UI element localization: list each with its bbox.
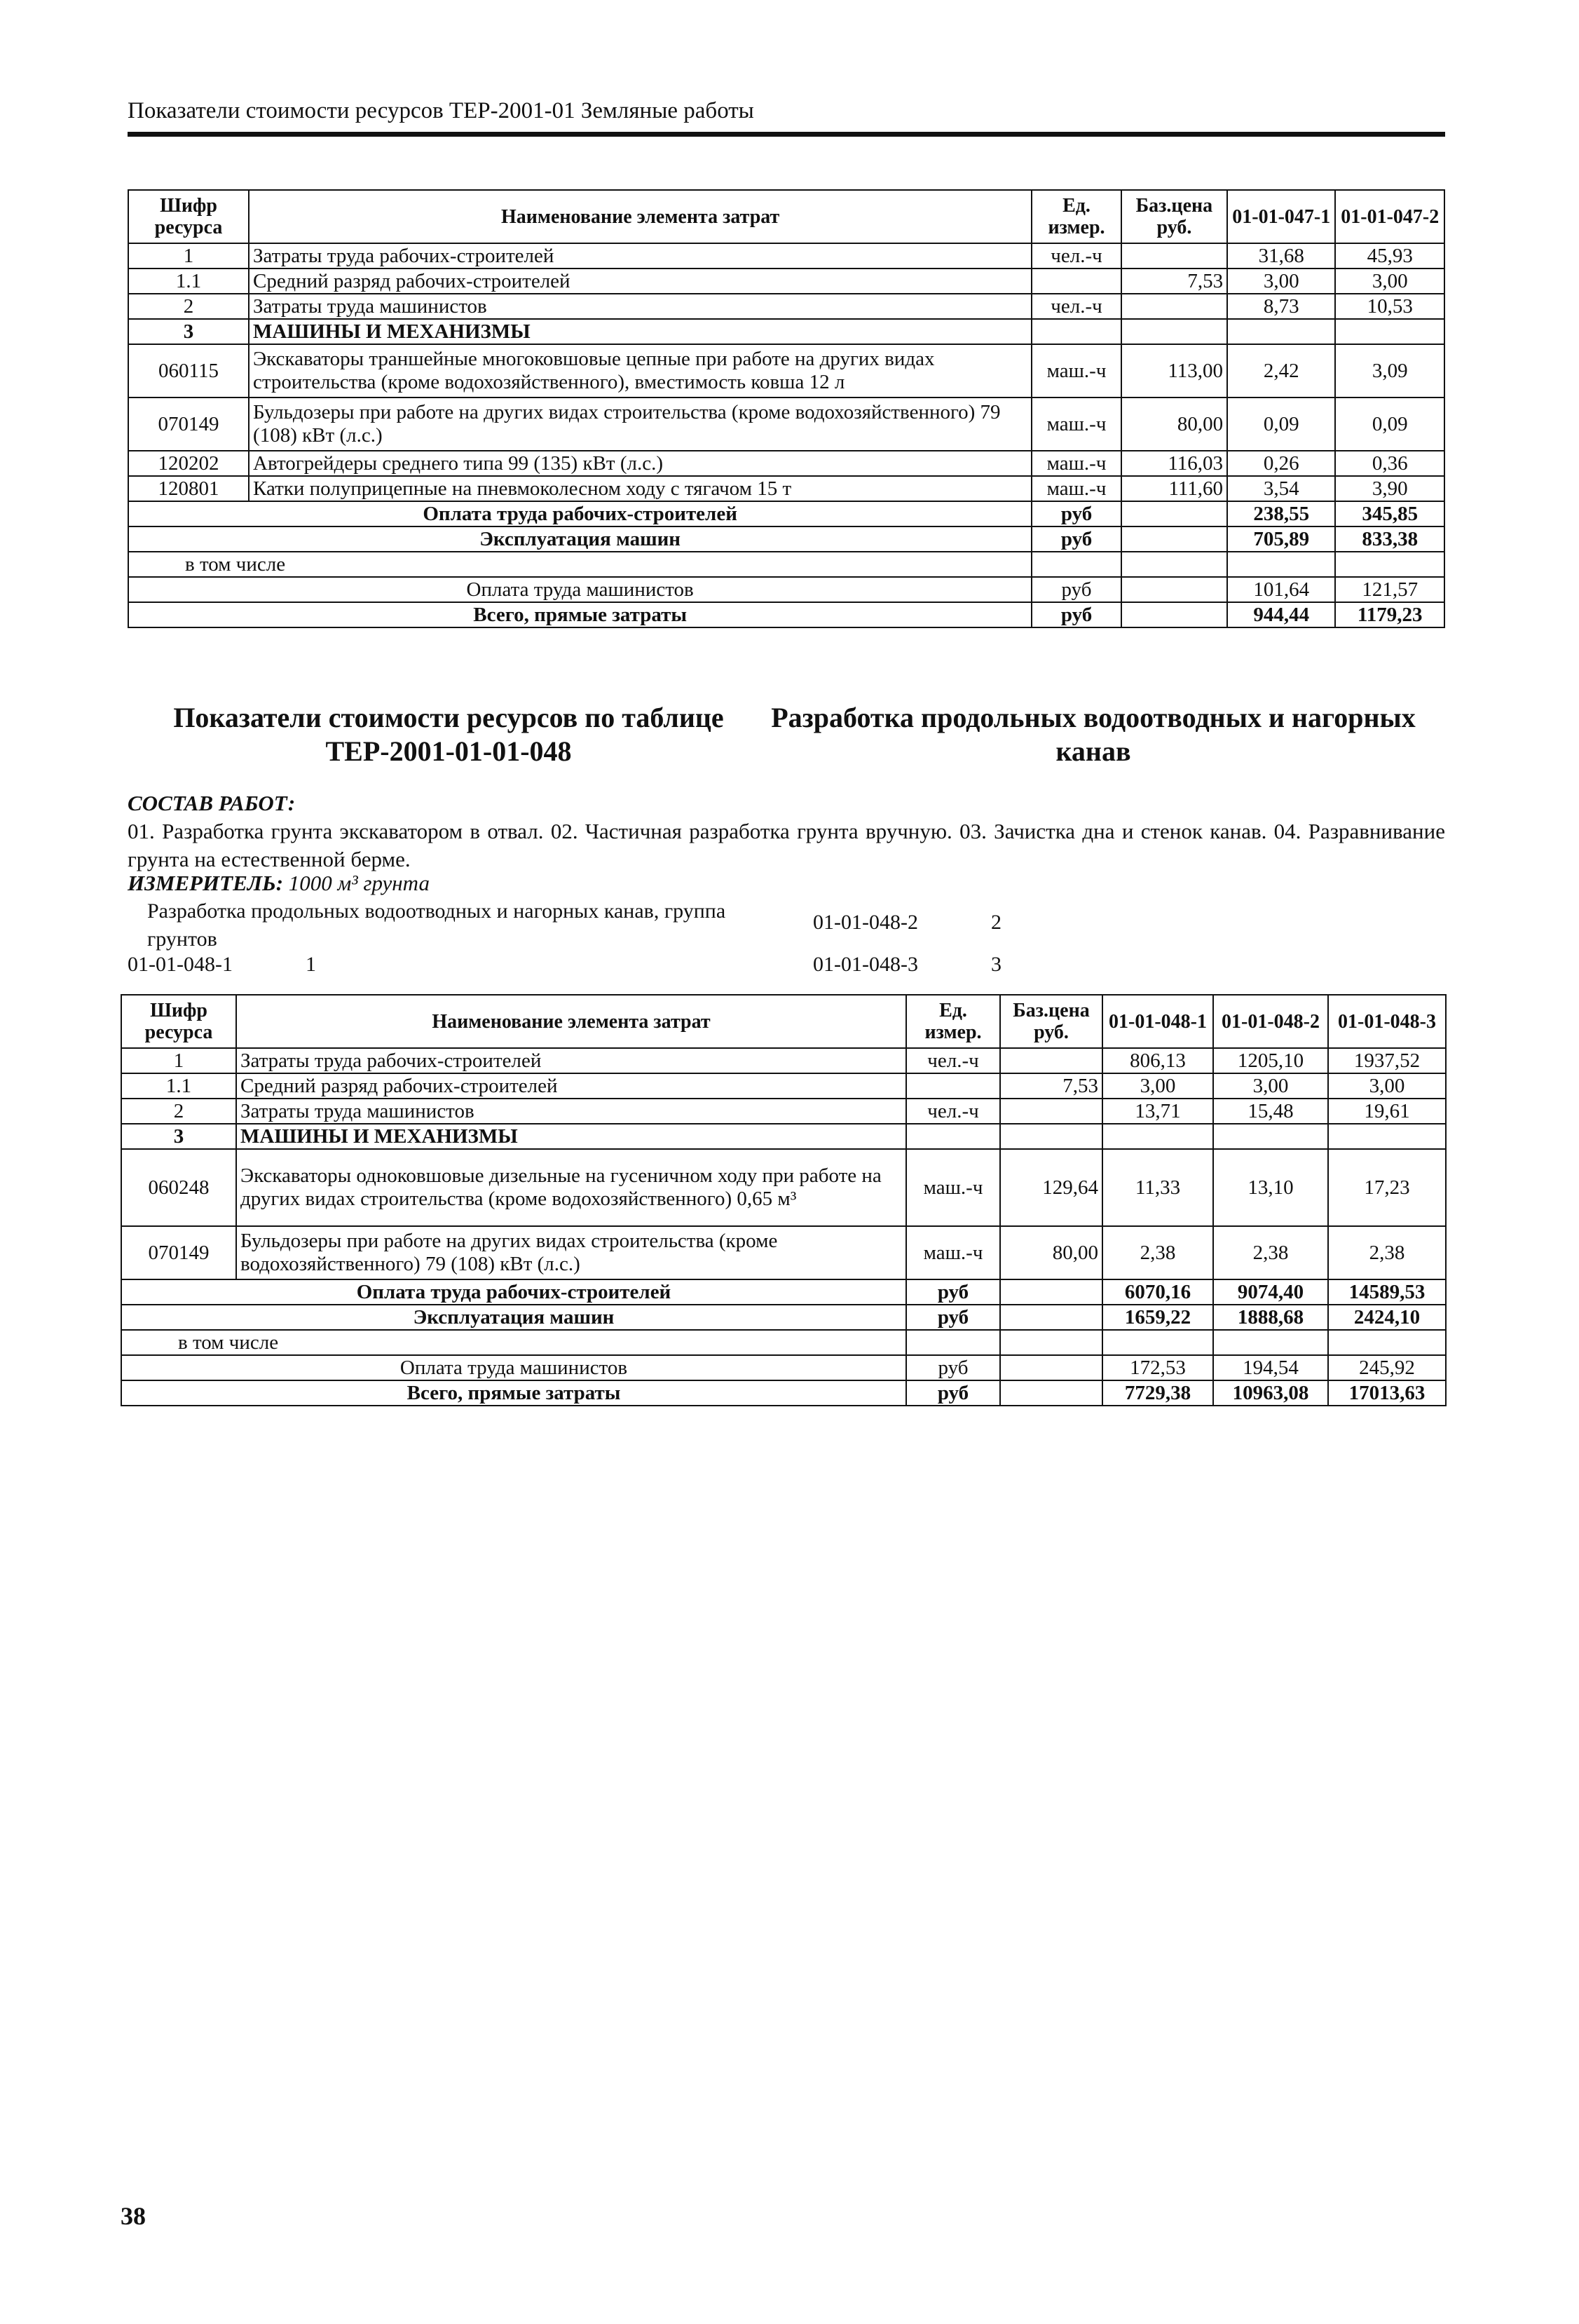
- unit-cell: [906, 1073, 1000, 1099]
- resource-code-cell: 1: [128, 243, 249, 269]
- izmeritel-label: ИЗМЕРИТЕЛЬ:: [128, 871, 284, 895]
- variant-value: 2: [991, 911, 1002, 934]
- total-value-cell: 7729,38: [1102, 1380, 1213, 1406]
- value-cell: 13,71: [1102, 1099, 1213, 1124]
- table-row: [128, 344, 1444, 397]
- empty-price-cell: [1000, 1279, 1102, 1305]
- value-cell: 0,36: [1335, 451, 1444, 476]
- value-cell: 2,38: [1328, 1226, 1446, 1279]
- total-value-cell: 1659,22: [1102, 1305, 1213, 1330]
- resource-code-cell: 3: [121, 1124, 236, 1149]
- resource-code-cell: 1: [121, 1048, 236, 1073]
- unit-cell: [1032, 552, 1121, 577]
- unit-cell: маш.-ч: [1032, 451, 1121, 476]
- izmeritel-value: 1000 м³ грунта: [288, 871, 430, 895]
- col-header-name: Наименование элемента затрат: [249, 190, 1032, 243]
- resource-name-cell: МАШИНЫ И МЕХАНИЗМЫ: [249, 319, 1032, 344]
- value-cell: 0,09: [1335, 397, 1444, 451]
- total-value-cell: 172,53: [1102, 1355, 1213, 1380]
- value-cell: 3,00: [1227, 269, 1335, 294]
- table-row: [121, 1073, 1446, 1099]
- value-cell: 3,09: [1335, 344, 1444, 397]
- value-cell: 2,42: [1227, 344, 1335, 397]
- unit-cell: руб: [1032, 602, 1121, 627]
- table-row: [128, 451, 1444, 476]
- col-header-048-1: 01-01-048-1: [1102, 995, 1213, 1048]
- unit-cell: чел.-ч: [906, 1048, 1000, 1073]
- resource-name-cell: Затраты труда рабочих-строителей: [249, 243, 1032, 269]
- unit-cell: [1032, 319, 1121, 344]
- value-cell: 2,38: [1213, 1226, 1328, 1279]
- value-cell: 19,61: [1328, 1099, 1446, 1124]
- resource-code-cell: 060115: [128, 344, 249, 397]
- base-price-cell: 7,53: [1121, 269, 1227, 294]
- resource-table-048: [121, 994, 1447, 1406]
- resource-name-cell: Затраты труда машинистов: [249, 294, 1032, 319]
- resource-code-cell: 070149: [128, 397, 249, 451]
- resource-table-047: [128, 189, 1445, 628]
- total-value-cell: [1227, 552, 1335, 577]
- unit-cell: руб: [906, 1355, 1000, 1380]
- variants-description: Разработка продольных водоотводных и нагорных канав, группа грунтов: [147, 899, 726, 951]
- resource-code-cell: 2: [121, 1099, 236, 1124]
- resource-name-cell: Экскаваторы траншейные многоковшовые цепные при работе на других видах строительства (кроме водохозяйственного), вместимость ковша 12 л: [249, 344, 1032, 397]
- resource-name-cell: Затраты труда рабочих-строителей: [236, 1048, 906, 1073]
- unit-cell: руб: [1032, 526, 1121, 552]
- resource-code-cell: 120801: [128, 476, 249, 501]
- totals-row: [121, 1355, 1446, 1380]
- unit-cell: маш.-ч: [1032, 397, 1121, 451]
- base-price-cell: [1121, 294, 1227, 319]
- unit-cell: маш.-ч: [906, 1226, 1000, 1279]
- table-row: [121, 1048, 1446, 1073]
- empty-price-cell: [1000, 1380, 1102, 1406]
- totals-row: [121, 1305, 1446, 1330]
- total-value-cell: [1213, 1330, 1328, 1355]
- table-row: [121, 1226, 1446, 1279]
- unit-cell: руб: [906, 1305, 1000, 1330]
- variant-value: 3: [991, 953, 1002, 976]
- col-header-price: Баз.цена руб.: [1121, 190, 1227, 243]
- value-cell: 45,93: [1335, 243, 1444, 269]
- empty-price-cell: [1121, 526, 1227, 552]
- empty-price-cell: [1000, 1355, 1102, 1380]
- resource-code-cell: 120202: [128, 451, 249, 476]
- resource-code-cell: 060248: [121, 1149, 236, 1226]
- totals-row: [121, 1279, 1446, 1305]
- totals-row: [128, 501, 1444, 526]
- col-header-unit: Ед. измер.: [906, 995, 1000, 1048]
- table-row: [128, 397, 1444, 451]
- totals-row: [128, 552, 1444, 577]
- value-cell: [1335, 319, 1444, 344]
- totals-row: [121, 1330, 1446, 1355]
- izmeritel: [128, 871, 430, 896]
- table-row: [128, 294, 1444, 319]
- empty-price-cell: [1121, 602, 1227, 627]
- resource-name-cell: Бульдозеры при работе на других видах строительства (кроме водохозяйственного) 79 (108) кВт (л.с.): [236, 1226, 906, 1279]
- total-value-cell: 245,92: [1328, 1355, 1446, 1380]
- value-cell: [1227, 319, 1335, 344]
- col-header-price: Баз.цена руб.: [1000, 995, 1102, 1048]
- col-header-047-1: 01-01-047-1: [1227, 190, 1335, 243]
- resource-name-cell: Затраты труда машинистов: [236, 1099, 906, 1124]
- base-price-cell: 80,00: [1000, 1226, 1102, 1279]
- base-price-cell: 111,60: [1121, 476, 1227, 501]
- unit-cell: маш.-ч: [906, 1149, 1000, 1226]
- base-price-cell: 113,00: [1121, 344, 1227, 397]
- totals-row: [128, 526, 1444, 552]
- base-price-cell: 129,64: [1000, 1149, 1102, 1226]
- base-price-cell: [1000, 1099, 1102, 1124]
- total-value-cell: 944,44: [1227, 602, 1335, 627]
- totals-row: [128, 577, 1444, 602]
- resource-name-cell: Средний разряд рабочих-строителей: [249, 269, 1032, 294]
- col-header-unit: Ед. измер.: [1032, 190, 1121, 243]
- col-header-code: Шифр ресурса: [128, 190, 249, 243]
- table-row: [121, 1099, 1446, 1124]
- total-value-cell: 17013,63: [1328, 1380, 1446, 1406]
- totals-label-cell: Оплата труда рабочих-строителей: [121, 1279, 906, 1305]
- unit-cell: чел.-ч: [906, 1099, 1000, 1124]
- table-row: [128, 269, 1444, 294]
- resource-code-cell: 2: [128, 294, 249, 319]
- value-cell: 3,00: [1213, 1073, 1328, 1099]
- header-rule: [128, 132, 1445, 137]
- total-value-cell: 14589,53: [1328, 1279, 1446, 1305]
- table-row: [128, 243, 1444, 269]
- resource-code-cell: 1.1: [121, 1073, 236, 1099]
- totals-row: [121, 1380, 1446, 1406]
- table-row: [121, 1149, 1446, 1226]
- col-header-name: Наименование элемента затрат: [236, 995, 906, 1048]
- value-cell: [1328, 1124, 1446, 1149]
- unit-cell: маш.-ч: [1032, 476, 1121, 501]
- value-cell: 3,00: [1102, 1073, 1213, 1099]
- totals-label-cell: в том числе: [121, 1330, 906, 1355]
- totals-label-cell: в том числе: [128, 552, 1032, 577]
- value-cell: 3,90: [1335, 476, 1444, 501]
- value-cell: 17,23: [1328, 1149, 1446, 1226]
- unit-cell: маш.-ч: [1032, 344, 1121, 397]
- resource-name-cell: Бульдозеры при работе на других видах строительства (кроме водохозяйственного) 79 (108) кВт (л.с.): [249, 397, 1032, 451]
- unit-cell: чел.-ч: [1032, 294, 1121, 319]
- variant-code: 01-01-048-3: [813, 953, 918, 976]
- resource-code-cell: 070149: [121, 1226, 236, 1279]
- value-cell: 0,26: [1227, 451, 1335, 476]
- value-cell: [1102, 1124, 1213, 1149]
- resource-name-cell: Автогрейдеры среднего типа 99 (135) кВт (л.с.): [249, 451, 1032, 476]
- col-header-048-2: 01-01-048-2: [1213, 995, 1328, 1048]
- value-cell: 8,73: [1227, 294, 1335, 319]
- base-price-cell: [1000, 1048, 1102, 1073]
- total-value-cell: 345,85: [1335, 501, 1444, 526]
- value-cell: 1937,52: [1328, 1048, 1446, 1073]
- base-price-cell: 116,03: [1121, 451, 1227, 476]
- unit-cell: [906, 1124, 1000, 1149]
- base-price-cell: 80,00: [1121, 397, 1227, 451]
- total-value-cell: [1102, 1330, 1213, 1355]
- value-cell: 15,48: [1213, 1099, 1328, 1124]
- empty-price-cell: [1121, 552, 1227, 577]
- total-value-cell: 101,64: [1227, 577, 1335, 602]
- totals-row: [128, 602, 1444, 627]
- totals-label-cell: Эксплуатация машин: [121, 1305, 906, 1330]
- empty-price-cell: [1121, 501, 1227, 526]
- totals-label-cell: Всего, прямые затраты: [128, 602, 1032, 627]
- value-cell: 13,10: [1213, 1149, 1328, 1226]
- empty-price-cell: [1000, 1305, 1102, 1330]
- total-value-cell: 121,57: [1335, 577, 1444, 602]
- value-cell: 1205,10: [1213, 1048, 1328, 1073]
- variant-value: 1: [306, 953, 316, 976]
- unit-cell: руб: [906, 1279, 1000, 1305]
- resource-code-cell: 1.1: [128, 269, 249, 294]
- table-row: [128, 319, 1444, 344]
- value-cell: 11,33: [1102, 1149, 1213, 1226]
- unit-cell: руб: [1032, 501, 1121, 526]
- table-row: [121, 1124, 1446, 1149]
- section-title-left: Показатели стоимости ресурсов по таблице ТЕР-2001-01-01-048: [173, 702, 724, 767]
- sostav-label: СОСТАВ РАБОТ:: [128, 791, 296, 815]
- resource-name-cell: Катки полуприцепные на пневмоколесном ходу с тягачом 15 т: [249, 476, 1032, 501]
- total-value-cell: [1335, 552, 1444, 577]
- resource-name-cell: Экскаваторы одноковшовые дизельные на гусеничном ходу при работе на других видах строительства (кроме водохозяйственного) 0,65 м³: [236, 1149, 906, 1226]
- value-cell: 3,00: [1335, 269, 1444, 294]
- total-value-cell: 2424,10: [1328, 1305, 1446, 1330]
- sostav-text: 01. Разработка грунта экскаватором в отвал. 02. Частичная разработка грунта вручную. 03. Зачистка дна и стенок канав. 04. Разравнивание грунта на естественной берме.: [128, 819, 1445, 871]
- total-value-cell: 194,54: [1213, 1355, 1328, 1380]
- col-header-047-2: 01-01-047-2: [1335, 190, 1444, 243]
- base-price-cell: [1000, 1124, 1102, 1149]
- page-header-title: Показатели стоимости ресурсов ТЕР-2001-01 Земляные работы: [128, 98, 754, 123]
- total-value-cell: 9074,40: [1213, 1279, 1328, 1305]
- page-number: 38: [121, 2202, 146, 2230]
- value-cell: 31,68: [1227, 243, 1335, 269]
- total-value-cell: 1179,23: [1335, 602, 1444, 627]
- value-cell: 2,38: [1102, 1226, 1213, 1279]
- section-title-right: Разработка продольных водоотводных и нагорных канав: [771, 702, 1416, 767]
- value-cell: [1213, 1124, 1328, 1149]
- empty-price-cell: [1121, 577, 1227, 602]
- total-value-cell: [1328, 1330, 1446, 1355]
- resource-name-cell: Средний разряд рабочих-строителей: [236, 1073, 906, 1099]
- unit-cell: руб: [906, 1380, 1000, 1406]
- unit-cell: [1032, 269, 1121, 294]
- totals-label-cell: Оплата труда рабочих-строителей: [128, 501, 1032, 526]
- total-value-cell: 705,89: [1227, 526, 1335, 552]
- total-value-cell: 6070,16: [1102, 1279, 1213, 1305]
- variant-code: 01-01-048-1: [128, 953, 233, 976]
- total-value-cell: 238,55: [1227, 501, 1335, 526]
- value-cell: 0,09: [1227, 397, 1335, 451]
- value-cell: 806,13: [1102, 1048, 1213, 1073]
- total-value-cell: 833,38: [1335, 526, 1444, 552]
- unit-cell: чел.-ч: [1032, 243, 1121, 269]
- unit-cell: [906, 1330, 1000, 1355]
- base-price-cell: 7,53: [1000, 1073, 1102, 1099]
- value-cell: 10,53: [1335, 294, 1444, 319]
- total-value-cell: 1888,68: [1213, 1305, 1328, 1330]
- variant-code: 01-01-048-2: [813, 911, 918, 934]
- totals-label-cell: Оплата труда машинистов: [121, 1355, 906, 1380]
- totals-label-cell: Всего, прямые затраты: [121, 1380, 906, 1406]
- unit-cell: руб: [1032, 577, 1121, 602]
- resource-code-cell: 3: [128, 319, 249, 344]
- value-cell: 3,00: [1328, 1073, 1446, 1099]
- value-cell: 3,54: [1227, 476, 1335, 501]
- table-row: [128, 476, 1444, 501]
- col-header-code: Шифр ресурса: [121, 995, 236, 1048]
- base-price-cell: [1121, 243, 1227, 269]
- empty-price-cell: [1000, 1330, 1102, 1355]
- totals-label-cell: Эксплуатация машин: [128, 526, 1032, 552]
- total-value-cell: 10963,08: [1213, 1380, 1328, 1406]
- col-header-048-3: 01-01-048-3: [1328, 995, 1446, 1048]
- base-price-cell: [1121, 319, 1227, 344]
- resource-name-cell: МАШИНЫ И МЕХАНИЗМЫ: [236, 1124, 906, 1149]
- totals-label-cell: Оплата труда машинистов: [128, 577, 1032, 602]
